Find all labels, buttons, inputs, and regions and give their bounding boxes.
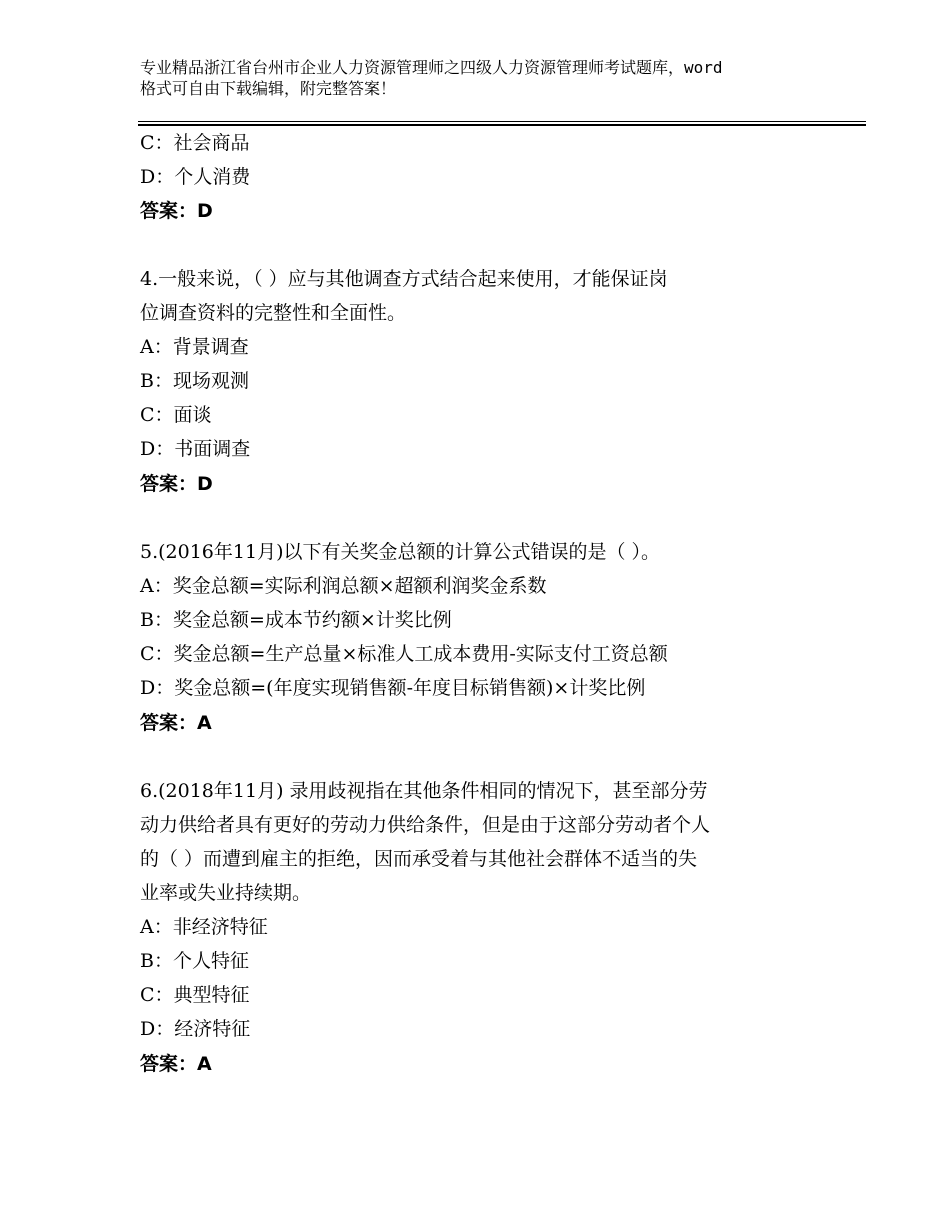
q5-option-a: A：奖金总额=实际利润总额×超额利润奖金系数 <box>140 575 547 597</box>
header-rule-thin <box>138 121 866 122</box>
q4-option-c: C：面谈 <box>140 404 212 426</box>
q6-stem-line-4: 业率或失业持续期。 <box>140 882 312 904</box>
q5-answer: 答案：A <box>140 712 212 734</box>
prev-option-d: D：个人消费 <box>140 166 251 188</box>
header-rule-thick <box>138 124 866 126</box>
prev-answer: 答案：D <box>140 200 213 222</box>
q4-option-a: A：背景调查 <box>140 336 249 358</box>
q6-option-a: A：非经济特征 <box>140 916 268 938</box>
header-line-1: 专业精品浙江省台州市企业人力资源管理师之四级人力资源管理师考试题库，word <box>140 58 723 77</box>
q5-option-c: C：奖金总额=生产总量×标准人工成本费用-实际支付工资总额 <box>140 643 668 665</box>
q6-option-d: D：经济特征 <box>140 1018 251 1040</box>
q5-option-d: D：奖金总额=(年度实现销售额-年度目标销售额)×计奖比例 <box>140 677 646 699</box>
q6-option-c: C：典型特征 <box>140 984 250 1006</box>
q4-stem-line-1: 4.一般来说，（ ）应与其他调查方式结合起来使用，才能保证岗 <box>140 268 668 290</box>
prev-option-c: C：社会商品 <box>140 132 250 154</box>
q4-answer: 答案：D <box>140 473 213 495</box>
q4-option-d: D：书面调查 <box>140 438 251 460</box>
header-line-2: 格式可自由下载编辑，附完整答案！ <box>140 79 397 98</box>
q4-option-b: B：现场观测 <box>140 370 249 392</box>
q4-stem-line-2: 位调查资料的完整性和全面性。 <box>140 302 407 324</box>
q6-answer: 答案：A <box>140 1053 212 1075</box>
q6-stem-line-2: 动力供给者具有更好的劳动力供给条件，但是由于这部分劳动者个人 <box>140 814 711 836</box>
document-header <box>140 57 840 99</box>
q6-stem-line-1: 6.(2018年11月) 录用歧视指在其他条件相同的情况下，甚至部分劳 <box>140 780 708 802</box>
q6-option-b: B：个人特征 <box>140 950 249 972</box>
q5-stem-line-1: 5.(2016年11月)以下有关奖金总额的计算公式错误的是（ ）。 <box>140 541 661 563</box>
q5-option-b: B：奖金总额=成本节约额×计奖比例 <box>140 609 452 631</box>
q6-stem-line-3: 的（ ）而遭到雇主的拒绝，因而承受着与其他社会群体不适当的失 <box>140 848 698 870</box>
